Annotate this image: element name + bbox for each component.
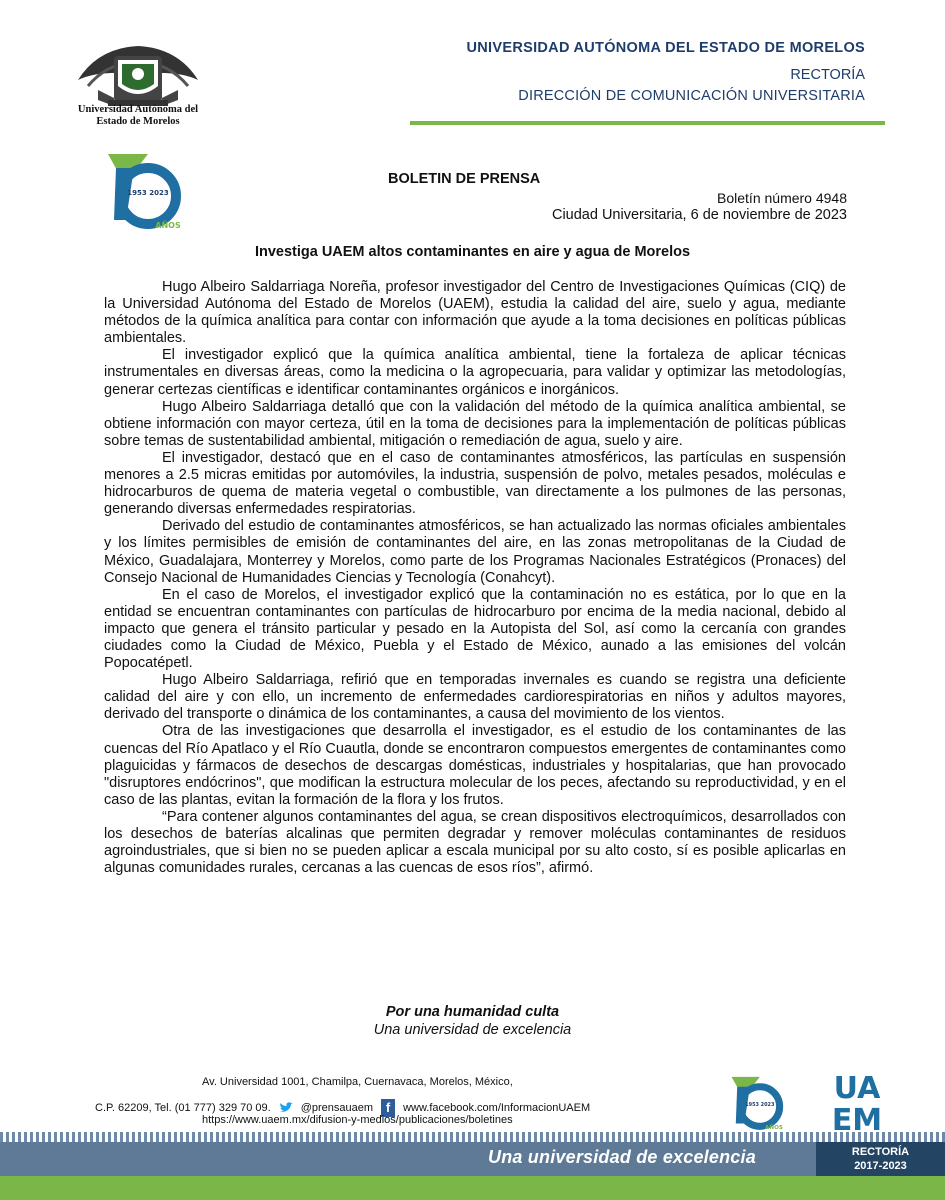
footer-green-band (0, 1176, 945, 1200)
footer-address: Av. Universidad 1001, Chamilpa, Cuernavaca, Morelos, México, (202, 1076, 513, 1088)
paragraph: “Para contener algunos contaminantes del agua, se crean dispositivos electroquímicos, desarrollados con los desechos de baterías alcalinas que permiten degradar y remover moléculas contaminantes de residuos agroindustriales, que si bien no se pueden aplicar a escala municipal por su alto costo, sí es posible aplicarlas en algunas comunidades rurales, cercanas a las cuencas de esos ríos”, afirmó. (104, 808, 846, 877)
anniversary-years: 1953 2023 (127, 189, 169, 197)
paragraph: El investigador explicó que la química analítica ambiental, tiene la fortaleza de aplicar técnicas instrumentales en diversas áreas, como la medicina o la agropecuaria, para validar y optimizar las metodologías, generar certezas científicas e identificar contaminantes orgánicos e inorgánicos. (104, 347, 846, 398)
rectoria-period-badge (816, 1142, 945, 1176)
footer-band-motto: Una universidad de excelencia (488, 1147, 756, 1167)
article-body (104, 279, 846, 877)
paragraph: Hugo Albeiro Saldarriaga detalló que con la validación del método de la química analítica ambiental, se obtiene información con mayor certeza, útil en la toma de decisiones para la implementación de políticas públicas sobre temas de sustentabilidad ambiental, mitigación o remediación de agua, suelo y aire. (104, 398, 846, 449)
closing-tagline: Una universidad de excelencia (373, 1022, 572, 1038)
uaem-logo (824, 1068, 890, 1132)
rectoria-badge-label: RECTORÍA (851, 1146, 910, 1158)
bulletin-number: Boletín número 4948 (717, 190, 847, 206)
anniversary-years-small: 1953 2023 (745, 1101, 775, 1108)
facebook-link[interactable]: www.facebook.com/InformacionUAEM (403, 1102, 591, 1114)
university-name: UNIVERSIDAD AUTÓNOMA DEL ESTADO DE MORELOS (466, 40, 865, 56)
paragraph: Hugo Albeiro Saldarriaga, refirió que en temporadas invernales es cuando se registra una deficiente calidad del aire y con ello, un incremento de enfermedades cardiorespiratorias en niños y adultos mayores, derivado del transporte o dinámica de los contaminantes, a causa del movimiento de los vientos. (104, 672, 846, 723)
footer-band (0, 1142, 945, 1176)
twitter-handle-link[interactable]: @prensauaem (300, 1102, 374, 1114)
anniversary-70-logo (104, 150, 184, 232)
crest-caption-line2: Estado de Morelos (96, 116, 180, 127)
office-name: RECTORÍA (790, 67, 865, 83)
anniversary-70-logo-small (728, 1074, 786, 1132)
rectoria-badge-period: 2017-2023 (854, 1160, 907, 1172)
anniversary-label: AÑOS (155, 221, 181, 230)
anniversary-label-small: AÑOS (764, 1125, 783, 1132)
uaem-logo-bottom: EM (831, 1103, 883, 1132)
headline: Investiga UAEM altos contaminantes en aire y agua de Morelos (254, 244, 691, 260)
uaem-logo-top: UA (833, 1071, 881, 1106)
footer-postal-phone: C.P. 62209, Tel. (01 777) 329 70 09. (95, 1102, 271, 1114)
header-divider (410, 121, 885, 125)
closing-motto: Por una humanidad culta (385, 1004, 560, 1020)
paragraph: Otra de las investigaciones que desarrolla el investigador, es el estudio de los contaminantes de las cuencas del Río Apatlaco y el Río Cuautla, donde se encontraron compuestos emergentes de contaminantes como plaguicidas y fármacos de desechos de descargas domésticas, industriales y hospitalarias, que han provocado "disruptores endócrinos", que modifican la estructura molecular de los peces, afectando su reproductividad, y en el caso de las plantas, evitan la formación de la flora y los frutos. (104, 723, 846, 808)
paragraph: Hugo Albeiro Saldarriaga Noreña, profesor investigador del Centro de Investigaciones Químicas (CIQ) de la Universidad Autónoma del Estado de Morelos (UAEM), estudia la calidad del aire, suelo y agua, mediante métodos de la química analítica para contar con información que ayude a la toma decisiones en políticas públicas ambientales. (104, 279, 846, 347)
bulletin-title: BOLETIN DE PRENSA (388, 171, 541, 187)
crest-caption (58, 104, 218, 128)
paragraph: El investigador, destacó que en el caso de contaminantes atmosféricos, las partículas en suspensión menores a 2.5 micras emitidas por automóviles, la industria, suspensión de polvo, metales pesados, moléculas e hidrocarburos de quema de materia vegetal o combustible, van directamente a los pulmones de las personas, generando diversas enfermedades respiratorias. (104, 449, 846, 518)
twitter-icon (279, 1102, 293, 1114)
facebook-icon: f (381, 1099, 395, 1117)
footer-stripe (0, 1132, 945, 1142)
bulletin-place-date: Ciudad Universitaria, 6 de noviembre de 2023 (551, 207, 847, 223)
department-name: DIRECCIÓN DE COMUNICACIÓN UNIVERSITARIA (518, 88, 865, 104)
paragraph: Derivado del estudio de contaminantes atmosféricos, se han actualizado las normas oficiales ambientales y los límites permisibles de emisión de contaminantes del aire, en las zonas metropolitanas de la Ciudad de México, Guadalajara, Monterrey y Morelos, como parte de los Programas Nacionales Estratégicos (Pronaces) del Consejo Nacional de Humanidades Ciencias y Tecnología (Conahcyt). (104, 518, 846, 586)
paragraph: En el caso de Morelos, el investigador explicó que la contaminación no es estática, por lo que en la entidad se encuentran contaminantes con partículas de hidrocarburo por encima de la media nacional, debido al impacto que genera el tránsito particular y pesado en la Autopista del Sol, así como la cercanía con grandes ciudades como la Ciudad de México, Puebla y el Estado de México, aunado a las emisiones del volcán Popocatépetl. (104, 586, 846, 672)
crest-caption-line1: Universidad Autónoma del (77, 104, 199, 115)
website-link[interactable]: https://www.uaem.mx/difusion-y-medios/publicaciones/boletines (202, 1114, 513, 1126)
